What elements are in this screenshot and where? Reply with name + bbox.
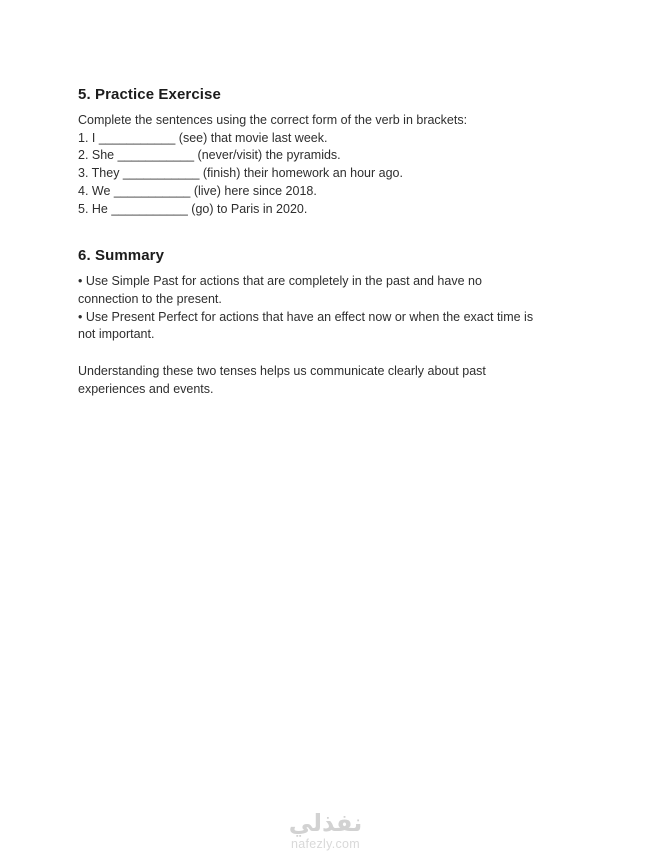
summary-closing-paragraph	[78, 363, 593, 398]
watermark-arabic-logo: نفذلي	[288, 809, 363, 837]
practice-intro-line: Complete the sentences using the correct form of the verb in brackets:	[78, 113, 468, 127]
practice-item-3: 3. They ___________ (finish) their homework an hour ago.	[78, 166, 403, 181]
summary-bullet-1-line-2: connection to the present.	[78, 291, 222, 306]
practice-item-4: 4. We ___________ (live) here since 2018.	[78, 183, 317, 198]
practice-exercise-body	[78, 112, 593, 218]
practice-exercise-heading: 5. Practice Exercise	[78, 86, 221, 103]
summary-bullet-2-line-1: • Use Present Perfect for actions that have an effect now or when the exact time is	[78, 309, 534, 324]
watermark	[0, 810, 651, 851]
summary-closing-line-2: experiences and events.	[78, 381, 214, 396]
document-content	[78, 86, 593, 398]
summary-closing-line-1: Understanding these two tenses helps us communicate clearly about past	[78, 364, 486, 379]
summary-bullet-1-line-1: • Use Simple Past for actions that are completely in the past and have no	[78, 274, 482, 289]
summary-bullets	[78, 273, 593, 344]
practice-item-5: 5. He ___________ (go) to Paris in 2020.	[78, 201, 308, 216]
summary-section	[78, 247, 593, 398]
watermark-domain-text: nafezly.com	[290, 837, 361, 851]
practice-item-2: 2. She ___________ (never/visit) the pyramids.	[78, 148, 341, 163]
summary-bullet-2-line-2: not important.	[78, 327, 155, 342]
practice-exercise-section	[78, 86, 593, 218]
summary-heading: 6. Summary	[78, 247, 165, 265]
practice-item-1: 1. I ___________ (see) that movie last week.	[78, 130, 328, 145]
